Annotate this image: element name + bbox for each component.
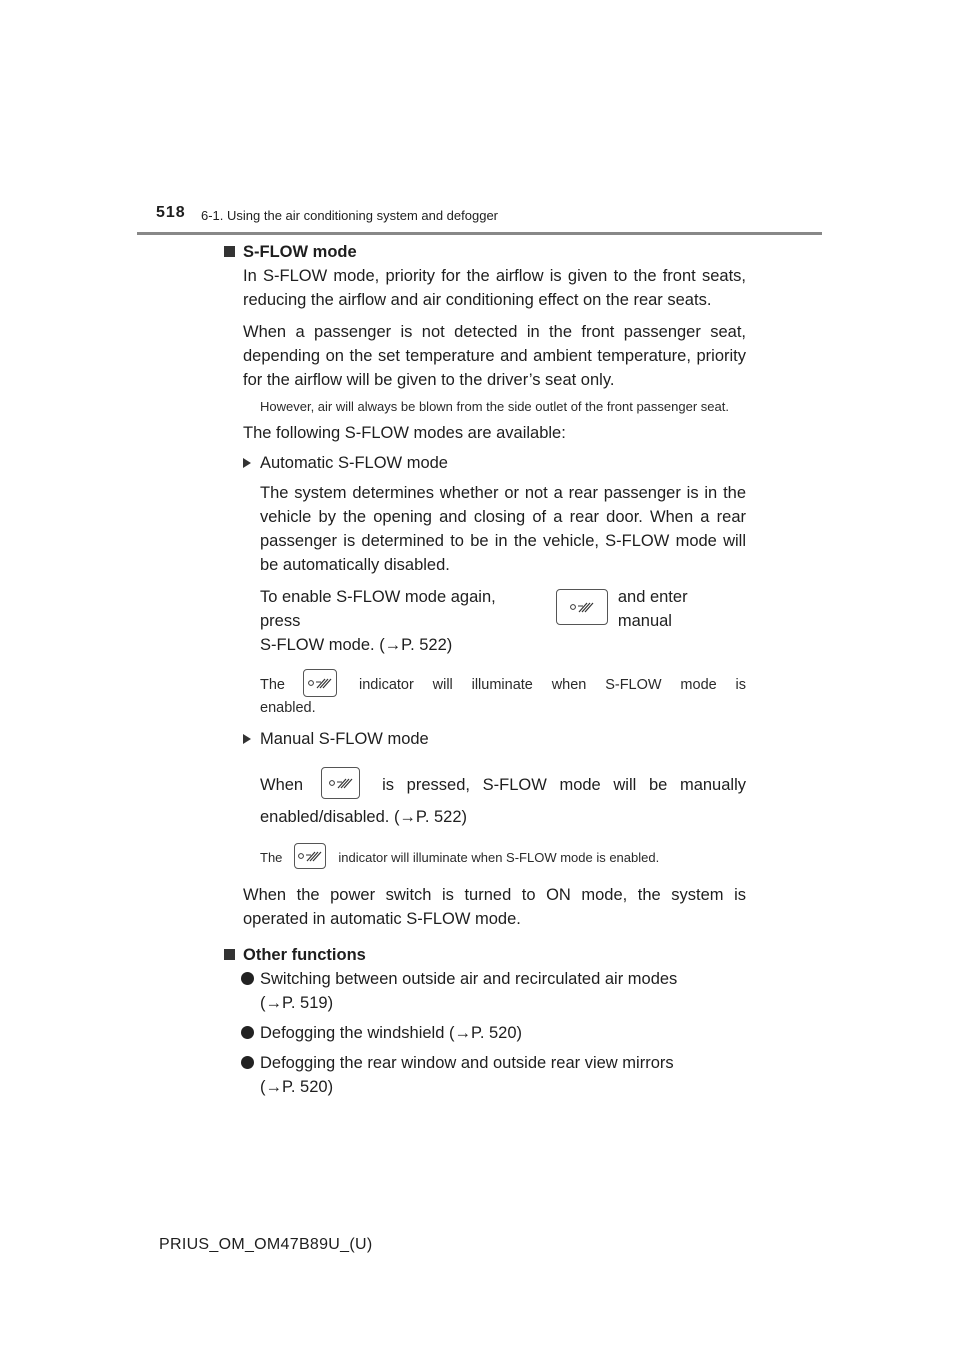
- auto-sflow-title: Automatic S-FLOW mode: [223, 451, 746, 475]
- list-item: Defogging the rear window and outside rear view mirrors (→P. 520): [223, 1051, 746, 1099]
- round-bullet-icon: [241, 972, 254, 985]
- auto-indicator-note: The indicator will illuminate when S-FLOW mode is: [223, 673, 746, 697]
- sflow-available: The following S-FLOW modes are available:: [243, 424, 566, 442]
- manual-when-line: When is pressed, S-FLOW mode will be manually: [223, 771, 746, 799]
- s-flow-icon: [307, 676, 333, 690]
- triangle-bullet-icon: [243, 734, 251, 744]
- square-bullet-icon: [224, 949, 235, 960]
- page-number: 518: [156, 204, 186, 221]
- round-bullet-icon: [241, 1056, 254, 1069]
- list-item: Switching between outside air and recirculated air modes (→P. 519): [223, 967, 746, 1015]
- doc-code: PRIUS_OM_OM47B89U_(U): [159, 1236, 373, 1253]
- sflow-note: However, air will always be blown from the side outlet of the front passenger seat.: [260, 399, 729, 414]
- auto-indicator-note-2: enabled.: [260, 700, 316, 716]
- auto-enable-line: To enable S-FLOW mode again, press and enter manual: [260, 588, 688, 630]
- round-bullet-icon: [241, 1026, 254, 1039]
- manual-indicator-note: The indicator will illuminate when S-FLOW mode is enabled.: [223, 847, 746, 869]
- s-flow-icon: [297, 849, 323, 863]
- manual-line-2: enabled/disabled. (→P. 522): [260, 808, 468, 826]
- sflow-heading: S-FLOW mode: [223, 240, 746, 264]
- sflow-para-1: In S-FLOW mode, priority for the airflow is given to the front seats, reducing the airflow and air conditioning effect on the rear seats.: [243, 267, 746, 309]
- auto-enable-line-2: S-FLOW mode. (→P. 522): [260, 636, 453, 654]
- power-switch-para: When the power switch is turned to ON mode, the system is operated in automatic S-FLOW mode.: [243, 886, 746, 928]
- s-flow-indicator: [294, 843, 326, 869]
- sflow-para-2: When a passenger is not detected in the front passenger seat, depending on the set temperature and ambient temperature, priority for the airflow will be given to the driver’s seat only.: [243, 323, 746, 389]
- s-flow-icon: [569, 600, 595, 614]
- main-content: [223, 240, 746, 1099]
- square-bullet-icon: [224, 246, 235, 257]
- section-title: 6-1. Using the air conditioning system and defogger: [201, 208, 499, 223]
- page-header: [156, 204, 822, 234]
- s-flow-icon: [328, 776, 354, 790]
- s-flow-button[interactable]: [321, 767, 360, 799]
- other-functions-heading: Other functions: [223, 943, 746, 967]
- s-flow-button[interactable]: [556, 589, 608, 625]
- triangle-bullet-icon: [243, 458, 251, 468]
- manual-sflow-title: Manual S-FLOW mode: [223, 727, 746, 751]
- s-flow-indicator: [303, 669, 337, 697]
- list-item: Defogging the windshield (→P. 520): [223, 1021, 746, 1045]
- header-rule: [137, 232, 822, 235]
- auto-sflow-desc: The system determines whether or not a rear passenger is in the vehicle by the opening and closing of a rear door. When a rear passenger is determined to be in the vehicle, S-FLOW mode will be automatically disabled.: [260, 484, 746, 574]
